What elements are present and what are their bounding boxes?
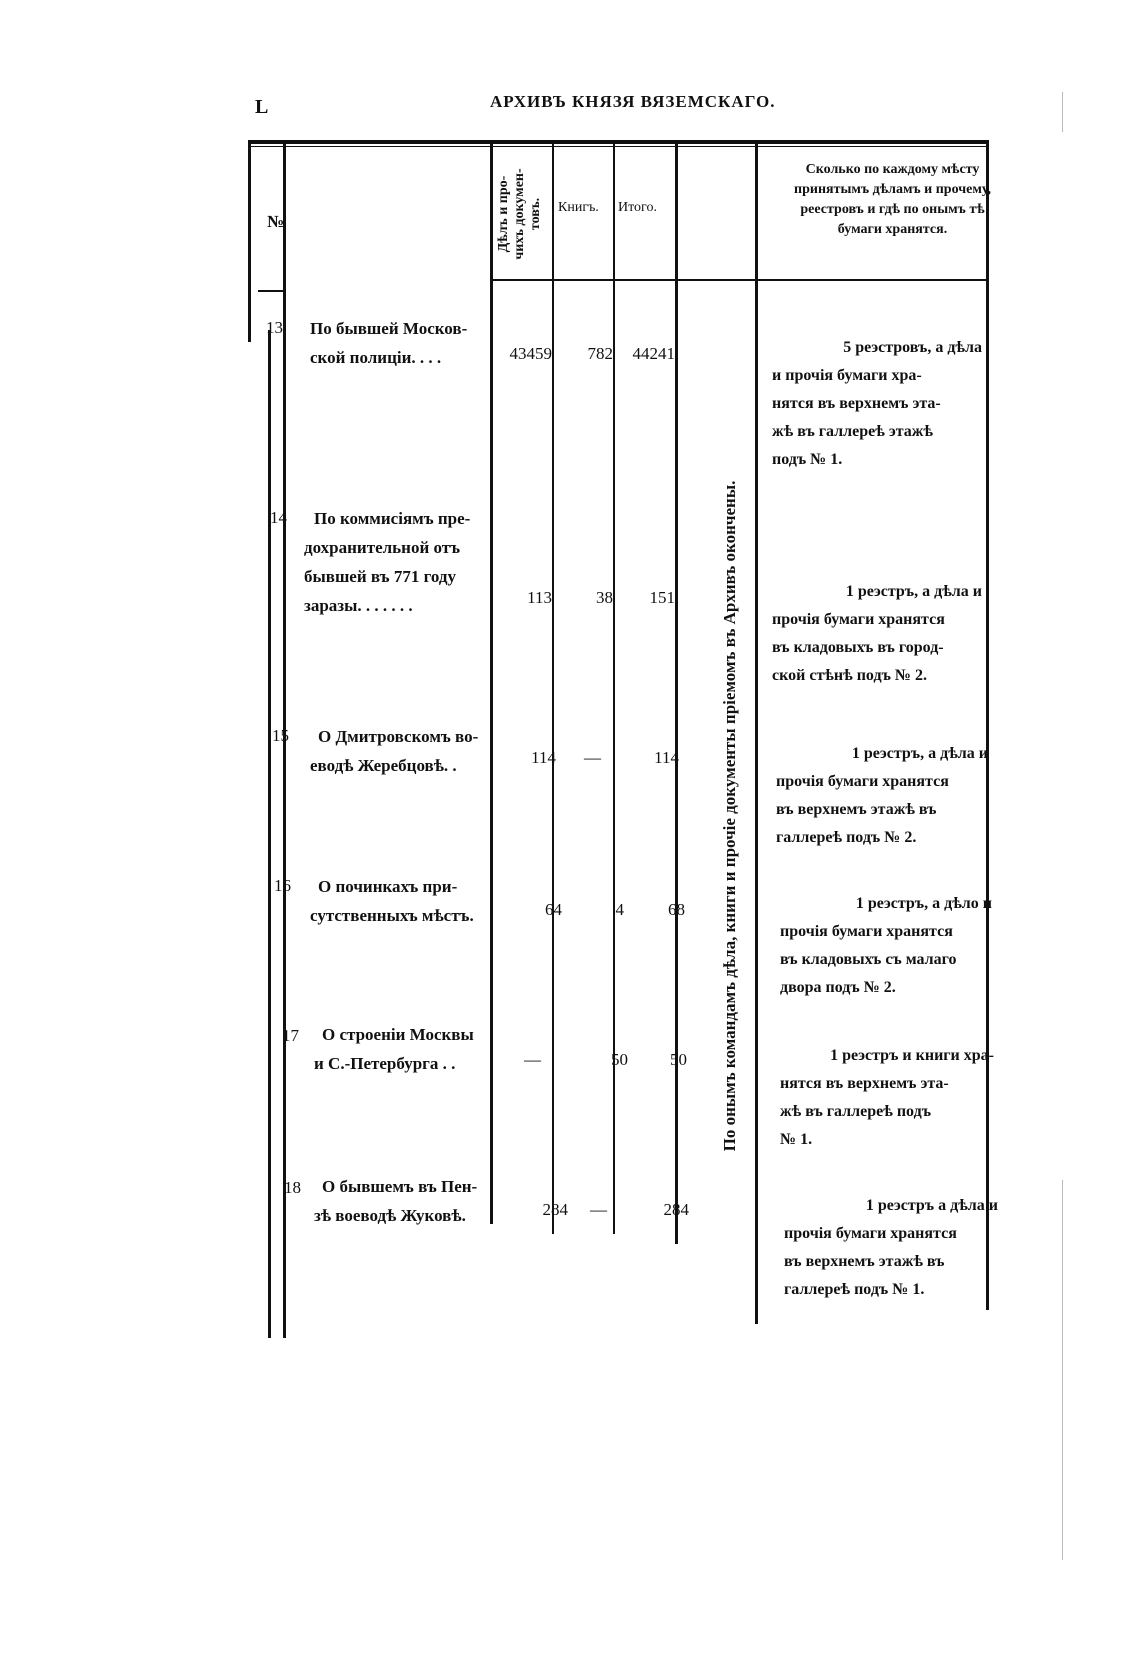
top-rule bbox=[248, 140, 988, 144]
header-remark: Сколько по каждому мѣсту принятымъ дѣламъ и прочему, реестровъ и гдѣ по онымъ тѣ бумаги хранятся. bbox=[794, 162, 991, 237]
row-books: 50 bbox=[611, 1050, 628, 1069]
header-books: Книгъ. bbox=[558, 200, 599, 215]
row-number: 18 bbox=[284, 1178, 301, 1197]
row-total: 151 bbox=[649, 588, 675, 607]
row-description: О строеніи Москвы и С.-Петербурга . . bbox=[314, 1025, 474, 1073]
col-rule-5 bbox=[613, 144, 615, 1234]
header-left-rule bbox=[258, 290, 284, 292]
col-rule-1 bbox=[248, 144, 251, 342]
row-documents: 43459 bbox=[509, 344, 552, 363]
col-rule-1b bbox=[268, 330, 271, 1338]
page-number: L bbox=[255, 96, 269, 118]
row-books: 4 bbox=[615, 900, 624, 919]
row-total: 50 bbox=[670, 1050, 687, 1069]
row-number: 14 bbox=[270, 508, 287, 527]
row-number: 13 bbox=[266, 318, 283, 337]
row-documents: 284 bbox=[542, 1200, 568, 1219]
row-description: По бывшей Москов- ской полиціи. . . . bbox=[310, 319, 468, 367]
row-description: О Дмитровскомъ во- еводѣ Жеребцовѣ. . bbox=[310, 727, 479, 775]
row-documents: 113 bbox=[527, 588, 552, 607]
margin-mark-top bbox=[1062, 92, 1063, 132]
header-number: № bbox=[267, 212, 285, 231]
col-rule-4 bbox=[552, 144, 554, 1234]
running-head: АРХИВЪ КНЯЗЯ ВЯЗЕМСКАГО. bbox=[490, 92, 776, 111]
row-number: 17 bbox=[282, 1026, 299, 1045]
row-number: 15 bbox=[272, 726, 289, 745]
row-description: О бывшемъ въ Пен- зѣ воеводѣ Жуковѣ. bbox=[314, 1177, 478, 1225]
row-books: 782 bbox=[587, 344, 613, 363]
top-rule-thin bbox=[248, 146, 988, 147]
row-remark: 1 реэстръ, а дѣла и прочія бумаги хранятся въ кладовыхъ въ город- ской стѣнѣ подъ № 2. bbox=[772, 583, 982, 684]
row-remark: 1 реэстръ, а дѣло и прочія бумаги хранятся въ кладовыхъ съ малаго двора подъ № 2. bbox=[780, 895, 992, 996]
row-remark: 5 реэстровъ, а дѣла и прочія бумаги хра- нятся въ верхнемъ эта- жѣ въ галлереѣ этажѣ подъ № 1. bbox=[772, 339, 982, 468]
row-total: 68 bbox=[668, 900, 685, 919]
margin-mark-right bbox=[1062, 1180, 1063, 1560]
header-total: Итого. bbox=[618, 200, 657, 215]
row-total: 114 bbox=[654, 748, 679, 767]
row-total: 284 bbox=[663, 1200, 689, 1219]
col-rule-6 bbox=[675, 144, 678, 1244]
vertical-note: По онымъ командамъ дѣла, книги и прочіе документы пріемомъ въ Архивъ окончены. bbox=[720, 480, 739, 1152]
row-documents: — bbox=[524, 1050, 541, 1069]
row-books: — bbox=[590, 1200, 607, 1219]
row-remark: 1 реэстръ а дѣла и прочія бумаги хранятся въ верхнемъ этажѣ въ галлереѣ подъ № 1. bbox=[784, 1197, 998, 1298]
row-books: — bbox=[584, 748, 601, 767]
header-bottom-rule bbox=[490, 279, 988, 281]
header-documents: Дѣлъ и про- чихъ докумен- товъ. bbox=[496, 168, 543, 260]
row-books: 38 bbox=[596, 588, 613, 607]
row-remark: 1 реэстръ и книги хра- нятся въ верхнемъ эта- жѣ въ галлереѣ подъ № 1. bbox=[780, 1047, 994, 1148]
row-documents: 64 bbox=[545, 900, 562, 919]
row-total: 44241 bbox=[632, 344, 675, 363]
row-description: О починкахъ при- сутственныхъ мѣстъ. bbox=[310, 877, 474, 925]
col-rule-7 bbox=[755, 144, 758, 1324]
row-description: По коммисіямъ пре- дохранительной отъ бывшей въ 771 году заразы. . . . . . . bbox=[304, 509, 471, 615]
row-number: 16 bbox=[274, 876, 291, 895]
row-remark: 1 реэстръ, а дѣла и прочія бумаги хранятся въ верхнемъ этажѣ въ галлереѣ подъ № 2. bbox=[776, 745, 988, 846]
row-documents: 114 bbox=[531, 748, 556, 767]
